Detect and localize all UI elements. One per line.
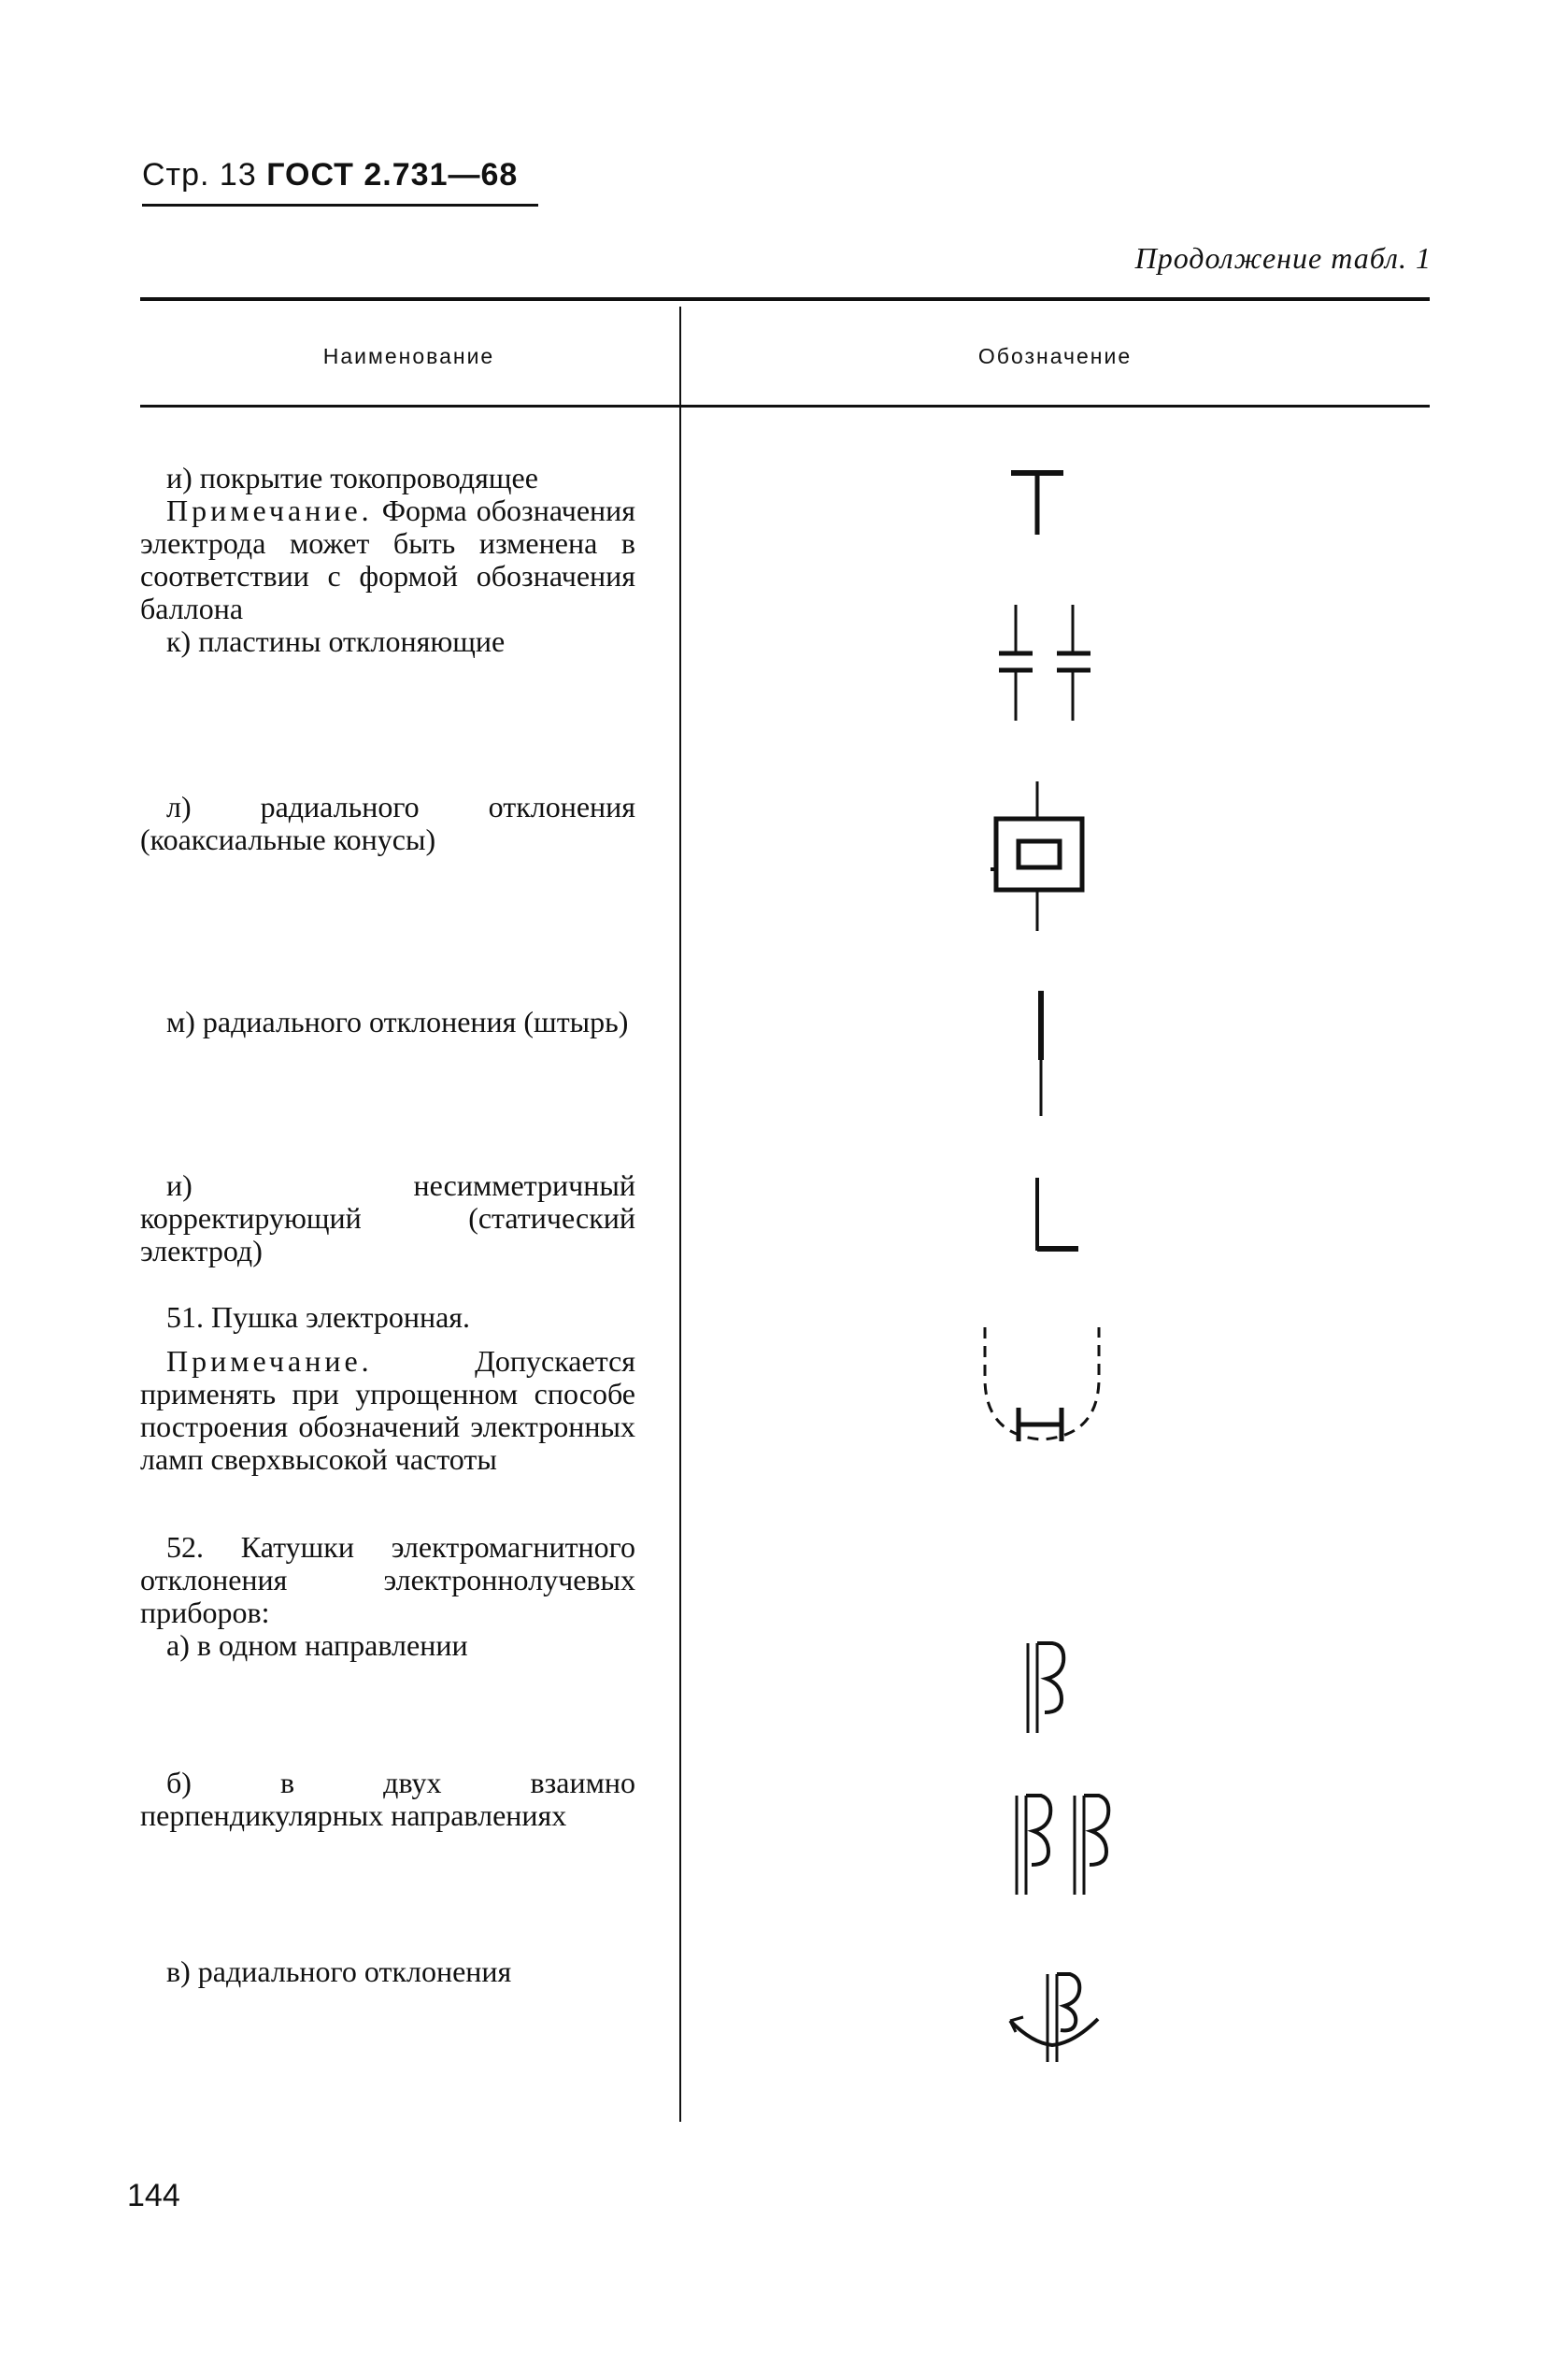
row-text-line: л) радиального отклонения (коаксиальные конусы) — [140, 790, 635, 856]
coil-radial-symbol — [1005, 1963, 1117, 2066]
note-label: Примечание. — [166, 494, 373, 527]
note-label: Примечание. — [166, 1344, 373, 1378]
table-head-rule — [140, 405, 1430, 408]
deflecting-plates-symbol — [995, 603, 1098, 724]
row-text-line: 52. Катушки электромагнитного отклонения электроннолучевых приборов: — [140, 1530, 635, 1629]
row-coils-two-directions — [140, 1767, 635, 1832]
row-conductive-coating — [140, 462, 635, 658]
table-continuation-note: Продолжение табл. 1 — [1134, 241, 1432, 275]
page-header — [142, 157, 518, 193]
row-coils — [140, 1531, 635, 1662]
row-text-line: к) пластины отклоняющие — [166, 624, 506, 658]
row-text-line: и) покрытие токопроводящее — [166, 461, 538, 494]
row-note: Примечание. Форма обозначения электрода может быть изменена в соответствии с формой обозначения баллона — [140, 494, 635, 625]
standard-number: ГОСТ 2.731—68 — [266, 157, 519, 193]
row-text-line: а) в одном направлении — [166, 1628, 468, 1662]
column-header-name: Наименование — [322, 344, 495, 368]
row-static-electrode — [140, 1169, 635, 1267]
row-text-line: и) несимметричный корректирующий (статический электрод) — [140, 1168, 635, 1267]
row-note: Примечание. Допускается применять при упрощенном способе построения обозначений электронных ламп сверхвысокой частоты — [140, 1344, 635, 1476]
page-number: 144 — [127, 2178, 180, 2213]
conductive-coating-symbol — [1009, 467, 1065, 542]
coil-one-direction-symbol — [1019, 1636, 1075, 1739]
page-label: Стр. 13 — [142, 157, 257, 193]
row-electron-gun — [140, 1301, 635, 1476]
row-coaxial-cones — [140, 791, 635, 856]
row-coils-radial — [140, 1955, 635, 1988]
row-text-line: в) радиального отклонения — [166, 1954, 512, 1988]
electron-gun-symbol — [972, 1325, 1112, 1447]
static-electrode-symbol — [1028, 1176, 1084, 1260]
header-underline — [142, 204, 538, 207]
column-header-symbol: Обозначение — [977, 344, 1133, 368]
table-top-rule — [140, 297, 1430, 301]
pin-symbol — [1028, 989, 1056, 1120]
column-divider — [679, 307, 681, 2122]
row-pin — [140, 1006, 635, 1038]
coaxial-cones-symbol — [991, 781, 1093, 933]
row-text-line: 51. Пушка электронная. — [166, 1300, 471, 1334]
row-text-line: б) в двух взаимно перпендикулярных направлениях — [140, 1766, 635, 1832]
row-text-line: м) радиального отклонения (штырь) — [166, 1005, 629, 1038]
coil-two-directions-symbol — [1009, 1790, 1121, 1902]
